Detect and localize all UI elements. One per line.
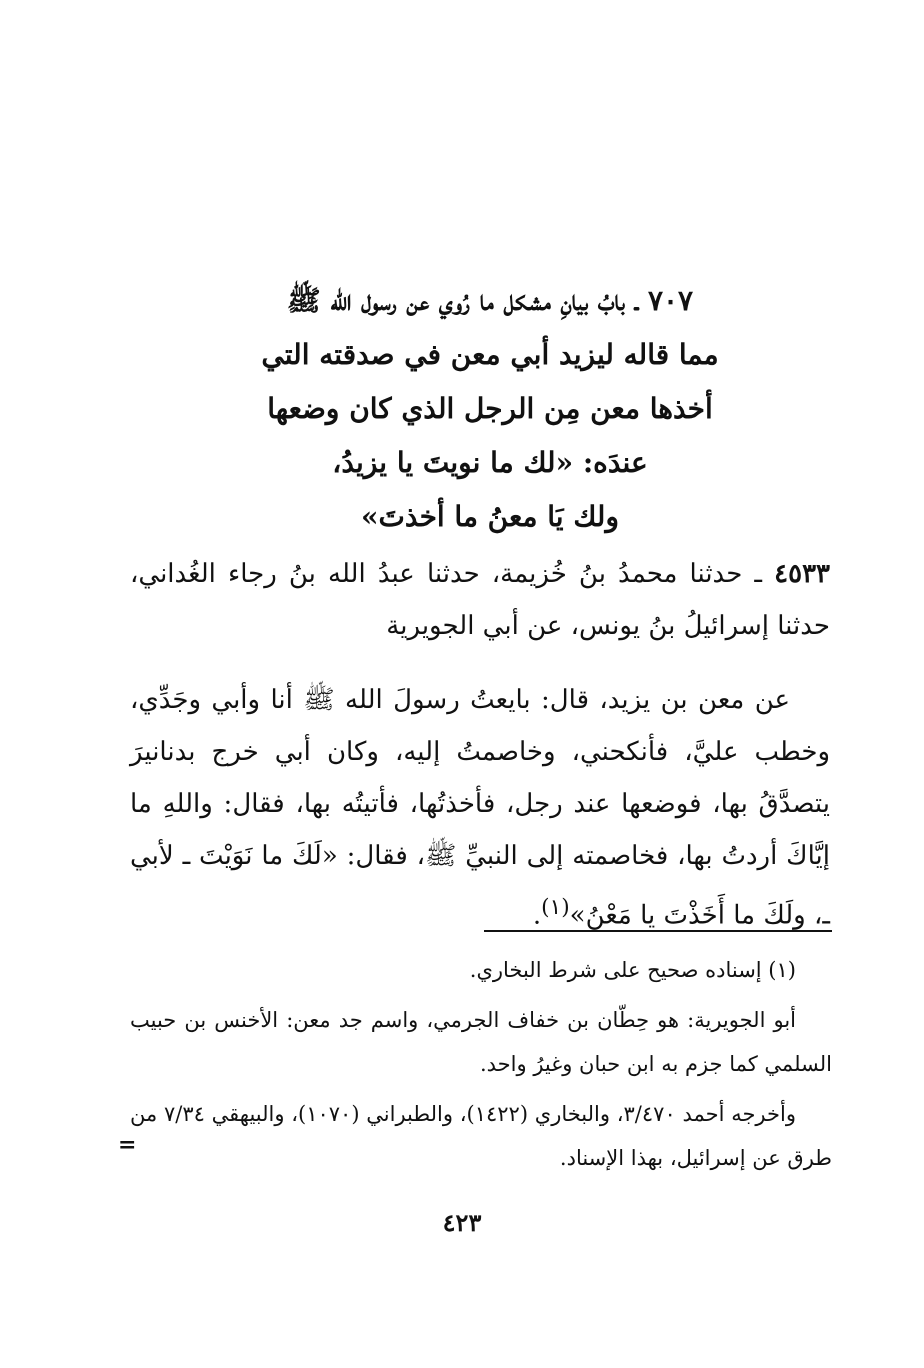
footnote: [130, 948, 832, 992]
page-number: ٤٢٣: [442, 1208, 482, 1237]
heading-line: مما قاله ليزيد أبي معن في صدقته التي: [261, 338, 719, 371]
hadith-isnad: [130, 548, 830, 652]
heading-line: عندَه: «لك ما نويتَ يا يزيدُ،: [332, 446, 648, 479]
footnote: [130, 998, 832, 1086]
heading-line: ولك يَا معنُ ما أخذتَ»: [361, 500, 619, 533]
heading-line: ٧٠٧ ـ بابُ بيانِ مشكل ما رُوي عن رسول الله ﷺ: [286, 284, 694, 317]
footnote-text: أبو الجويرية: هو حِطّان بن خفاف الجرمي، واسم جد معن: الأخنس بن حبيب السلمي كما جزم به ابن حبان وغيرُ واحد.: [130, 1008, 832, 1076]
footnote-separator: [484, 930, 832, 932]
footnote-text: وأخرجه أحمد ٣/٤٧٠، والبخاري (١٤٢٢)، والطبراني (١٠٧٠)، والبيهقي ٧/٣٤ من طرق عن إسرائيل، بهذا الإسناد.: [130, 1102, 832, 1170]
matn-end: .: [532, 900, 542, 931]
footnote: [130, 1092, 832, 1180]
matn-text: عن معن بن يزيد، قال: بايعتُ رسولَ الله ﷺ أنا وأبي وجَدِّي، وخطب عليَّ، فأنكحني، وخاصمتُ إليه، وكان أبي خرج بدنانيرَ يتصدَّقُ بها، فوضعها عند رجل، فأخذتُها، فأتيتُه بها، فقال: واللهِ ما إيَّاكَ أردتُ بها، فخاصمته إلى النبيِّ ﷺ، فقال: «لَكَ ما نَوَيْتَ ـ لأبي ـ، ولَكَ ما أَخَذْتَ يا مَعْنُ»: [130, 685, 830, 931]
hadith-matn: [130, 674, 830, 942]
heading-line: أخذها معن مِن الرجل الذي كان وضعها: [267, 392, 713, 425]
hadith-number: ٤٥٣٣: [774, 559, 830, 589]
isnad-text: ـ حدثنا محمدُ بنُ خُزيمة، حدثنا عبدُ الله بنُ رجاء الغُداني، حدثنا إسرائيلُ بنُ يونس، عن أبي الجويرية: [130, 559, 830, 641]
footnotes: [130, 948, 832, 1186]
footnote-text: (١) إسناده صحيح على شرط البخاري.: [469, 958, 796, 982]
footnote-reference[interactable]: (١): [541, 895, 570, 920]
continuation-mark: =: [118, 1132, 137, 1158]
chapter-heading: [200, 274, 780, 544]
